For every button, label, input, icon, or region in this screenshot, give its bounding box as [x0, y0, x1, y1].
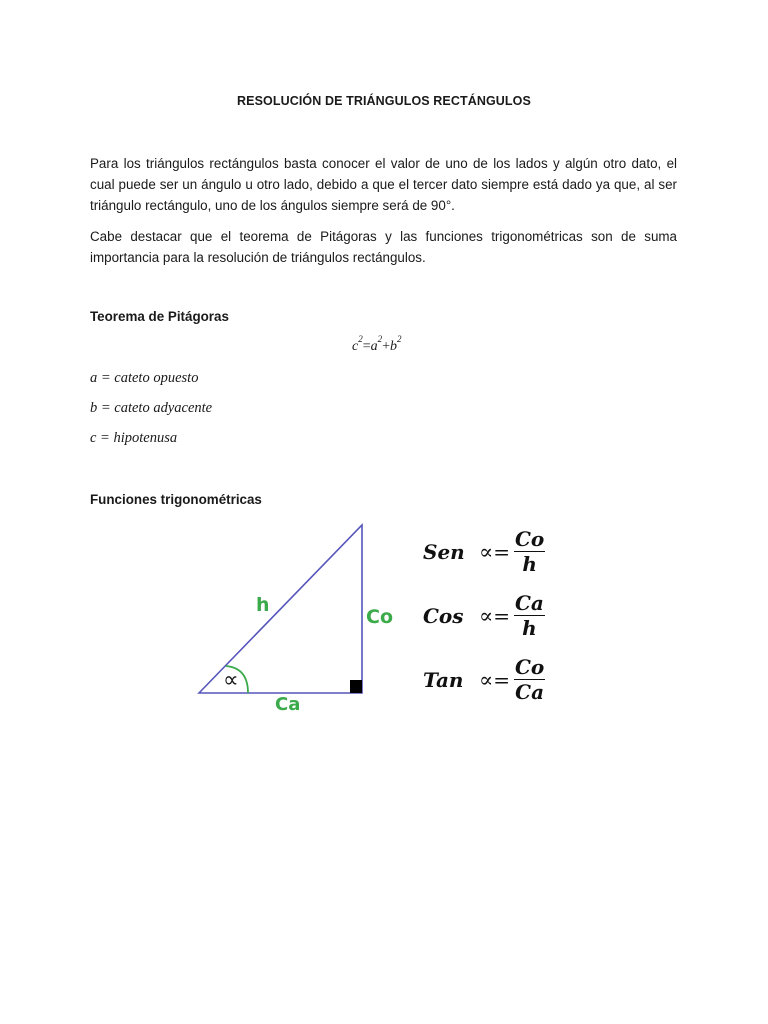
pythagoras-formula: [352, 334, 402, 355]
intro-paragraph: Para los triángulos rectángulos basta conocer el valor de uno de los lados y algún otro dato, el cual puede ser un ángulo u otro lado, debido a que el tercer dato siempre está dado ya que, al ser triángulo rectángulo, uno de los ángulos siempre será de 90°.: [90, 156, 677, 213]
sine-fraction: [514, 528, 545, 576]
right-angle-marker: [350, 680, 362, 693]
cosine-denominator: h: [522, 616, 537, 640]
formula-a: a: [370, 339, 378, 354]
importance-paragraph: Cabe destacar que el teorema de Pitágoras y las funciones trigonométricas son de suma importancia para la resolución de triángulos rectángulos.: [90, 229, 677, 265]
formula-c: c: [352, 339, 359, 354]
formula-b: b: [390, 339, 398, 354]
sine-numerator: Co: [514, 527, 545, 551]
definition-c: c = hipotenusa: [90, 430, 178, 446]
sine-equation: [423, 526, 545, 578]
angle-alpha-label: ∝: [223, 668, 239, 693]
tangent-equation: [423, 654, 545, 706]
tangent-equals: =: [493, 668, 510, 692]
cosine-alpha: ∝: [479, 604, 494, 628]
formula-equals: =: [362, 339, 371, 354]
page-title: RESOLUCIÓN DE TRIÁNGULOS RECTÁNGULOS: [237, 94, 531, 108]
formula-a-exp: 2: [377, 334, 383, 345]
formula-b-exp: 2: [397, 334, 402, 345]
tangent-function: Tan: [423, 668, 464, 692]
cosine-equation: [423, 590, 545, 642]
formula-plus: +: [382, 339, 391, 354]
formula-c-exp: 2: [358, 334, 363, 345]
pythagoras-heading: Teorema de Pitágoras: [90, 309, 229, 324]
sine-function: Sen: [423, 540, 465, 564]
adjacent-label: Ca: [275, 694, 301, 715]
trig-heading: Funciones trigonométricas: [90, 492, 262, 507]
hypotenuse-label: h: [256, 594, 270, 616]
tangent-numerator: Co: [514, 655, 545, 679]
sine-alpha: ∝: [479, 540, 494, 564]
cosine-function: Cos: [423, 604, 464, 628]
cosine-numerator: Ca: [514, 591, 544, 615]
tangent-fraction: [514, 656, 545, 704]
trig-figure: [184, 518, 576, 714]
tangent-denominator: Ca: [515, 680, 545, 704]
sine-equals: =: [493, 540, 510, 564]
sine-denominator: h: [522, 552, 537, 576]
cosine-equals: =: [493, 604, 510, 628]
definition-a: a = cateto opuesto: [90, 370, 199, 386]
tangent-alpha: ∝: [479, 668, 494, 692]
opposite-label: Co: [366, 606, 393, 628]
cosine-fraction: [514, 592, 545, 640]
definition-b: b = cateto adyacente: [90, 400, 213, 416]
